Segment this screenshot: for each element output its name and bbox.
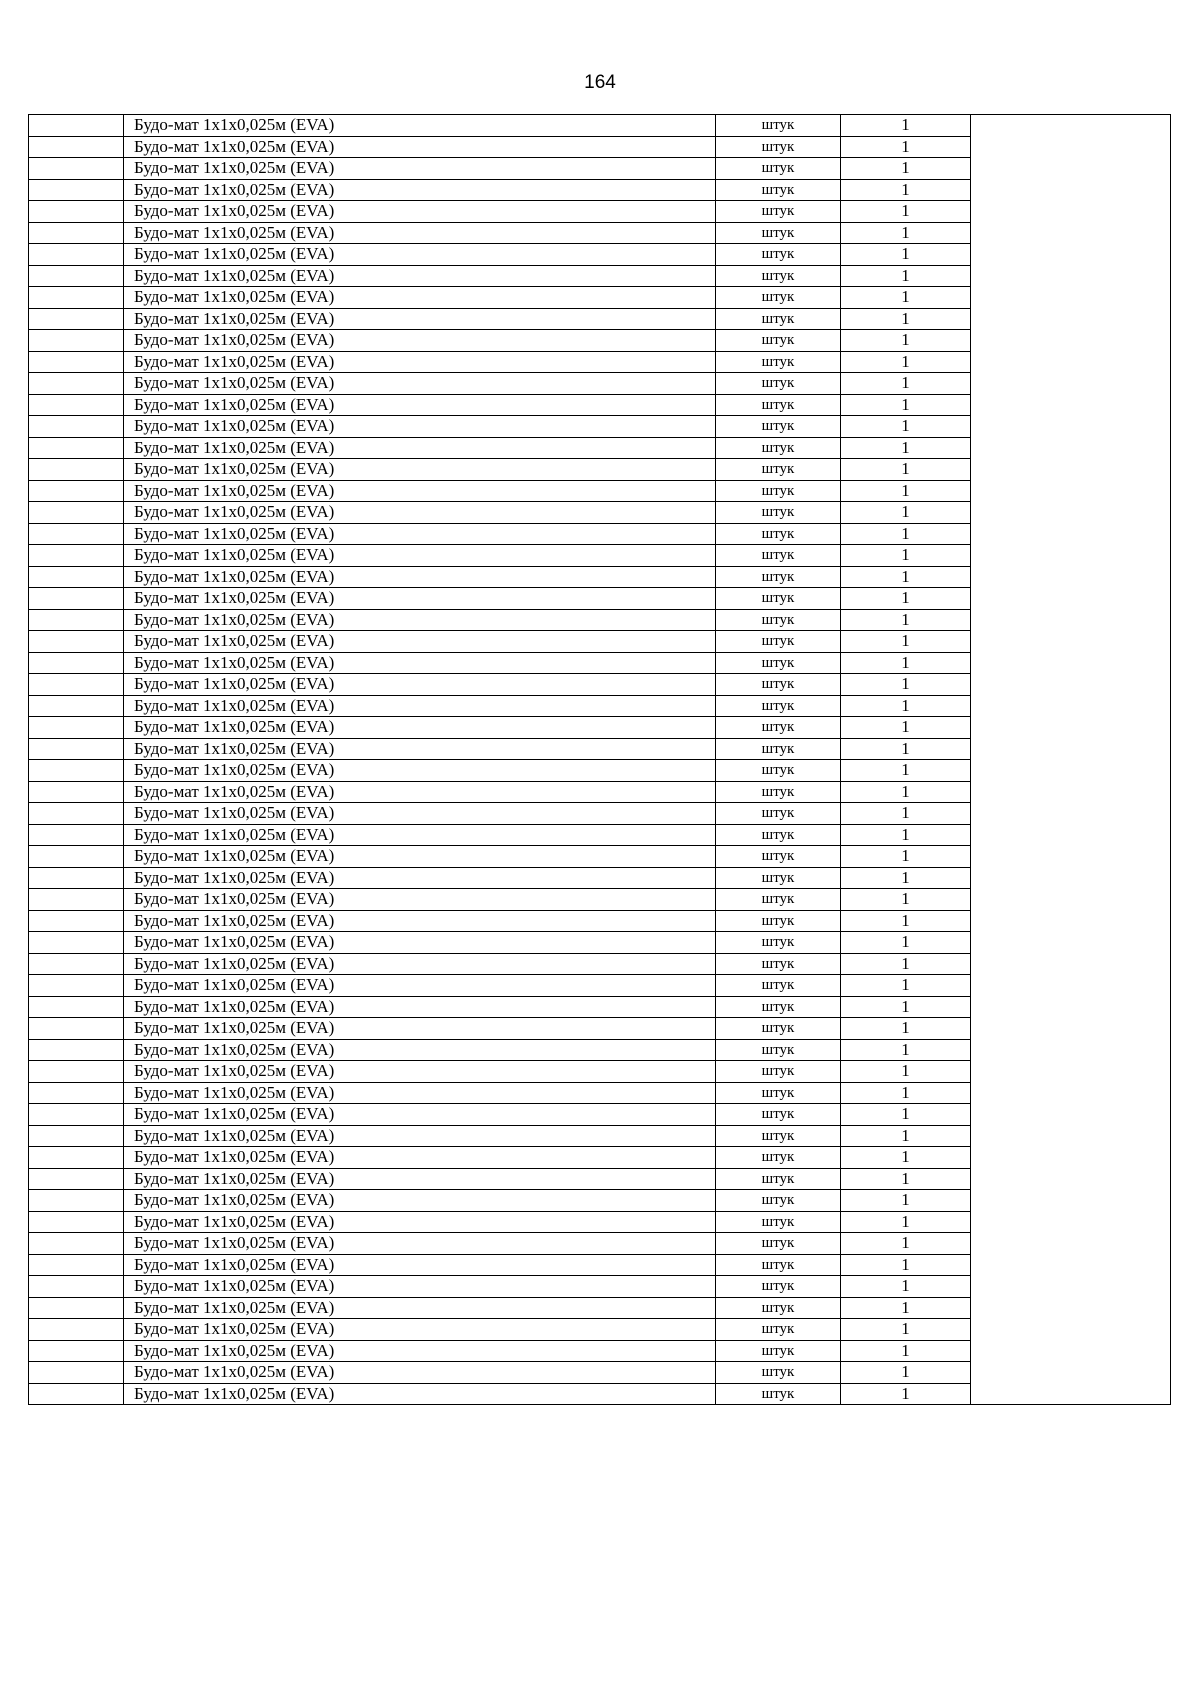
item-name-cell: Будо-мат 1х1х0,025м (EVA) [124, 1362, 716, 1384]
item-name-cell: Будо-мат 1х1х0,025м (EVA) [124, 1125, 716, 1147]
row-number-cell [29, 1125, 124, 1147]
unit-cell: штук [716, 1190, 841, 1212]
unit-cell: штук [716, 265, 841, 287]
unit-cell: штук [716, 781, 841, 803]
quantity-cell: 1 [841, 459, 971, 481]
quantity-cell: 1 [841, 373, 971, 395]
unit-cell: штук [716, 1297, 841, 1319]
row-number-cell [29, 437, 124, 459]
unit-cell: штук [716, 1125, 841, 1147]
item-name-cell: Будо-мат 1х1х0,025м (EVA) [124, 609, 716, 631]
unit-cell: штук [716, 136, 841, 158]
quantity-cell: 1 [841, 1190, 971, 1212]
quantity-cell: 1 [841, 566, 971, 588]
unit-cell: штук [716, 609, 841, 631]
quantity-cell: 1 [841, 502, 971, 524]
quantity-cell: 1 [841, 1233, 971, 1255]
item-name-cell: Будо-мат 1х1х0,025м (EVA) [124, 437, 716, 459]
row-number-cell [29, 975, 124, 997]
item-name-cell: Будо-мат 1х1х0,025м (EVA) [124, 330, 716, 352]
item-name-cell: Будо-мат 1х1х0,025м (EVA) [124, 803, 716, 825]
unit-cell: штук [716, 932, 841, 954]
row-number-cell [29, 1018, 124, 1040]
item-name-cell: Будо-мат 1х1х0,025м (EVA) [124, 480, 716, 502]
row-number-cell [29, 115, 124, 137]
items-table [28, 114, 1171, 1405]
row-number-cell [29, 222, 124, 244]
unit-cell: штук [716, 652, 841, 674]
row-number-cell [29, 179, 124, 201]
quantity-cell: 1 [841, 545, 971, 567]
unit-cell: штук [716, 674, 841, 696]
item-name-cell: Будо-мат 1х1х0,025м (EVA) [124, 1082, 716, 1104]
row-number-cell [29, 394, 124, 416]
row-number-cell [29, 953, 124, 975]
row-number-cell [29, 287, 124, 309]
item-name-cell: Будо-мат 1х1х0,025м (EVA) [124, 179, 716, 201]
quantity-cell: 1 [841, 674, 971, 696]
item-name-cell: Будо-мат 1х1х0,025м (EVA) [124, 158, 716, 180]
unit-cell: штук [716, 738, 841, 760]
quantity-cell: 1 [841, 1104, 971, 1126]
item-name-cell: Будо-мат 1х1х0,025м (EVA) [124, 910, 716, 932]
quantity-cell: 1 [841, 953, 971, 975]
item-name-cell: Будо-мат 1х1х0,025м (EVA) [124, 781, 716, 803]
quantity-cell: 1 [841, 996, 971, 1018]
row-number-cell [29, 1276, 124, 1298]
item-name-cell: Будо-мат 1х1х0,025м (EVA) [124, 674, 716, 696]
row-number-cell [29, 1362, 124, 1384]
quantity-cell: 1 [841, 1276, 971, 1298]
item-name-cell: Будо-мат 1х1х0,025м (EVA) [124, 1233, 716, 1255]
unit-cell: штук [716, 760, 841, 782]
unit-cell: штук [716, 416, 841, 438]
item-name-cell: Будо-мат 1х1х0,025м (EVA) [124, 1168, 716, 1190]
unit-cell: штук [716, 1383, 841, 1405]
row-number-cell [29, 824, 124, 846]
unit-cell: штук [716, 1018, 841, 1040]
unit-cell: штук [716, 394, 841, 416]
item-name-cell: Будо-мат 1х1х0,025м (EVA) [124, 1039, 716, 1061]
item-name-cell: Будо-мат 1х1х0,025м (EVA) [124, 1211, 716, 1233]
row-number-cell [29, 846, 124, 868]
item-name-cell: Будо-мат 1х1х0,025м (EVA) [124, 588, 716, 610]
unit-cell: штук [716, 1082, 841, 1104]
row-number-cell [29, 545, 124, 567]
item-name-cell: Будо-мат 1х1х0,025м (EVA) [124, 867, 716, 889]
row-number-cell [29, 1039, 124, 1061]
item-name-cell: Будо-мат 1х1х0,025м (EVA) [124, 201, 716, 223]
unit-cell: штук [716, 1233, 841, 1255]
item-name-cell: Будо-мат 1х1х0,025м (EVA) [124, 1340, 716, 1362]
quantity-cell: 1 [841, 265, 971, 287]
quantity-cell: 1 [841, 1082, 971, 1104]
item-name-cell: Будо-мат 1х1х0,025м (EVA) [124, 502, 716, 524]
unit-cell: штук [716, 1168, 841, 1190]
quantity-cell: 1 [841, 824, 971, 846]
row-number-cell [29, 738, 124, 760]
row-number-cell [29, 1383, 124, 1405]
quantity-cell: 1 [841, 1039, 971, 1061]
unit-cell: штук [716, 846, 841, 868]
quantity-cell: 1 [841, 480, 971, 502]
row-number-cell [29, 1297, 124, 1319]
unit-cell: штук [716, 459, 841, 481]
quantity-cell: 1 [841, 1211, 971, 1233]
unit-cell: штук [716, 437, 841, 459]
row-number-cell [29, 1319, 124, 1341]
item-name-cell: Будо-мат 1х1х0,025м (EVA) [124, 760, 716, 782]
item-name-cell: Будо-мат 1х1х0,025м (EVA) [124, 1276, 716, 1298]
item-name-cell: Будо-мат 1х1х0,025м (EVA) [124, 846, 716, 868]
item-name-cell: Будо-мат 1х1х0,025м (EVA) [124, 222, 716, 244]
item-name-cell: Будо-мат 1х1х0,025м (EVA) [124, 287, 716, 309]
item-name-cell: Будо-мат 1х1х0,025м (EVA) [124, 824, 716, 846]
row-number-cell [29, 416, 124, 438]
unit-cell: штук [716, 373, 841, 395]
quantity-cell: 1 [841, 1362, 971, 1384]
page-number: 164 [584, 72, 616, 93]
unit-cell: штук [716, 588, 841, 610]
item-name-cell: Будо-мат 1х1х0,025м (EVA) [124, 631, 716, 653]
unit-cell: штук [716, 1211, 841, 1233]
item-name-cell: Будо-мат 1х1х0,025м (EVA) [124, 1319, 716, 1341]
quantity-cell: 1 [841, 932, 971, 954]
unit-cell: штук [716, 695, 841, 717]
item-name-cell: Будо-мат 1х1х0,025м (EVA) [124, 265, 716, 287]
item-name-cell: Будо-мат 1х1х0,025м (EVA) [124, 975, 716, 997]
item-name-cell: Будо-мат 1х1х0,025м (EVA) [124, 738, 716, 760]
row-number-cell [29, 480, 124, 502]
quantity-cell: 1 [841, 652, 971, 674]
row-number-cell [29, 1104, 124, 1126]
unit-cell: штук [716, 201, 841, 223]
row-number-cell [29, 308, 124, 330]
item-name-cell: Будо-мат 1х1х0,025м (EVA) [124, 695, 716, 717]
quantity-cell: 1 [841, 760, 971, 782]
quantity-cell: 1 [841, 244, 971, 266]
item-name-cell: Будо-мат 1х1х0,025м (EVA) [124, 459, 716, 481]
quantity-cell: 1 [841, 781, 971, 803]
row-number-cell [29, 1147, 124, 1169]
item-name-cell: Будо-мат 1х1х0,025м (EVA) [124, 244, 716, 266]
row-number-cell [29, 674, 124, 696]
item-name-cell: Будо-мат 1х1х0,025м (EVA) [124, 953, 716, 975]
quantity-cell: 1 [841, 416, 971, 438]
unit-cell: штук [716, 975, 841, 997]
quantity-cell: 1 [841, 588, 971, 610]
quantity-cell: 1 [841, 803, 971, 825]
item-name-cell: Будо-мат 1х1х0,025м (EVA) [124, 1254, 716, 1276]
row-number-cell [29, 803, 124, 825]
row-number-cell [29, 244, 124, 266]
unit-cell: штук [716, 717, 841, 739]
unit-cell: штук [716, 502, 841, 524]
item-name-cell: Будо-мат 1х1х0,025м (EVA) [124, 566, 716, 588]
unit-cell: штук [716, 244, 841, 266]
unit-cell: штук [716, 158, 841, 180]
row-number-cell [29, 158, 124, 180]
unit-cell: штук [716, 1362, 841, 1384]
quantity-cell: 1 [841, 1383, 971, 1405]
unit-cell: штук [716, 351, 841, 373]
row-number-cell [29, 889, 124, 911]
quantity-cell: 1 [841, 867, 971, 889]
quantity-cell: 1 [841, 1018, 971, 1040]
unit-cell: штук [716, 1104, 841, 1126]
unit-cell: штук [716, 222, 841, 244]
item-name-cell: Будо-мат 1х1х0,025м (EVA) [124, 652, 716, 674]
row-number-cell [29, 631, 124, 653]
item-name-cell: Будо-мат 1х1х0,025м (EVA) [124, 717, 716, 739]
row-number-cell [29, 1340, 124, 1362]
quantity-cell: 1 [841, 115, 971, 137]
quantity-cell: 1 [841, 201, 971, 223]
unit-cell: штук [716, 889, 841, 911]
unit-cell: штук [716, 1039, 841, 1061]
quantity-cell: 1 [841, 1147, 971, 1169]
unit-cell: штук [716, 953, 841, 975]
quantity-cell: 1 [841, 1061, 971, 1083]
item-name-cell: Будо-мат 1х1х0,025м (EVA) [124, 308, 716, 330]
unit-cell: штук [716, 1319, 841, 1341]
quantity-cell: 1 [841, 975, 971, 997]
unit-cell: штук [716, 996, 841, 1018]
quantity-cell: 1 [841, 308, 971, 330]
row-number-cell [29, 523, 124, 545]
row-number-cell [29, 136, 124, 158]
unit-cell: штук [716, 545, 841, 567]
quantity-cell: 1 [841, 394, 971, 416]
row-number-cell [29, 695, 124, 717]
item-name-cell: Будо-мат 1х1х0,025м (EVA) [124, 1061, 716, 1083]
item-name-cell: Будо-мат 1х1х0,025м (EVA) [124, 1297, 716, 1319]
quantity-cell: 1 [841, 222, 971, 244]
unit-cell: штук [716, 115, 841, 137]
item-name-cell: Будо-мат 1х1х0,025м (EVA) [124, 889, 716, 911]
row-number-cell [29, 932, 124, 954]
row-number-cell [29, 459, 124, 481]
item-name-cell: Будо-мат 1х1х0,025м (EVA) [124, 1147, 716, 1169]
item-name-cell: Будо-мат 1х1х0,025м (EVA) [124, 351, 716, 373]
row-number-cell [29, 760, 124, 782]
unit-cell: штук [716, 910, 841, 932]
quantity-cell: 1 [841, 1340, 971, 1362]
row-number-cell [29, 1168, 124, 1190]
unit-cell: штук [716, 523, 841, 545]
row-number-cell [29, 996, 124, 1018]
unit-cell: штук [716, 566, 841, 588]
row-number-cell [29, 781, 124, 803]
unit-cell: штук [716, 631, 841, 653]
unit-cell: штук [716, 1340, 841, 1362]
unit-cell: штук [716, 1254, 841, 1276]
item-name-cell: Будо-мат 1х1х0,025м (EVA) [124, 416, 716, 438]
quantity-cell: 1 [841, 158, 971, 180]
row-number-cell [29, 351, 124, 373]
quantity-cell: 1 [841, 717, 971, 739]
unit-cell: штук [716, 480, 841, 502]
quantity-cell: 1 [841, 846, 971, 868]
quantity-cell: 1 [841, 738, 971, 760]
quantity-cell: 1 [841, 523, 971, 545]
item-name-cell: Будо-мат 1х1х0,025м (EVA) [124, 373, 716, 395]
row-number-cell [29, 1233, 124, 1255]
quantity-cell: 1 [841, 1297, 971, 1319]
quantity-cell: 1 [841, 910, 971, 932]
row-number-cell [29, 867, 124, 889]
quantity-cell: 1 [841, 351, 971, 373]
row-number-cell [29, 201, 124, 223]
item-name-cell: Будо-мат 1х1х0,025м (EVA) [124, 932, 716, 954]
row-number-cell [29, 502, 124, 524]
quantity-cell: 1 [841, 1254, 971, 1276]
quantity-cell: 1 [841, 609, 971, 631]
unit-cell: штук [716, 308, 841, 330]
unit-cell: штук [716, 1276, 841, 1298]
quantity-cell: 1 [841, 287, 971, 309]
item-name-cell: Будо-мат 1х1х0,025м (EVA) [124, 1383, 716, 1405]
row-number-cell [29, 609, 124, 631]
item-name-cell: Будо-мат 1х1х0,025м (EVA) [124, 545, 716, 567]
item-name-cell: Будо-мат 1х1х0,025м (EVA) [124, 1018, 716, 1040]
quantity-cell: 1 [841, 179, 971, 201]
row-number-cell [29, 265, 124, 287]
unit-cell: штук [716, 1061, 841, 1083]
item-name-cell: Будо-мат 1х1х0,025м (EVA) [124, 996, 716, 1018]
row-number-cell [29, 717, 124, 739]
row-number-cell [29, 910, 124, 932]
row-number-cell [29, 373, 124, 395]
row-number-cell [29, 330, 124, 352]
unit-cell: штук [716, 287, 841, 309]
unit-cell: штук [716, 330, 841, 352]
unit-cell: штук [716, 179, 841, 201]
quantity-cell: 1 [841, 330, 971, 352]
unit-cell: штук [716, 1147, 841, 1169]
row-number-cell [29, 1211, 124, 1233]
row-number-cell [29, 1061, 124, 1083]
row-number-cell [29, 1254, 124, 1276]
row-number-cell [29, 1082, 124, 1104]
item-name-cell: Будо-мат 1х1х0,025м (EVA) [124, 136, 716, 158]
item-name-cell: Будо-мат 1х1х0,025м (EVA) [124, 394, 716, 416]
quantity-cell: 1 [841, 437, 971, 459]
quantity-cell: 1 [841, 631, 971, 653]
item-name-cell: Будо-мат 1х1х0,025м (EVA) [124, 1190, 716, 1212]
quantity-cell: 1 [841, 1319, 971, 1341]
unit-cell: штук [716, 867, 841, 889]
table-row [29, 115, 1171, 137]
unit-cell: штук [716, 803, 841, 825]
item-name-cell: Будо-мат 1х1х0,025м (EVA) [124, 523, 716, 545]
table-body [29, 115, 1171, 1405]
row-number-cell [29, 566, 124, 588]
row-number-cell [29, 588, 124, 610]
quantity-cell: 1 [841, 889, 971, 911]
quantity-cell: 1 [841, 136, 971, 158]
quantity-cell: 1 [841, 1125, 971, 1147]
unit-cell: штук [716, 824, 841, 846]
quantity-cell: 1 [841, 1168, 971, 1190]
row-number-cell [29, 1190, 124, 1212]
item-name-cell: Будо-мат 1х1х0,025м (EVA) [124, 1104, 716, 1126]
row-number-cell [29, 652, 124, 674]
quantity-cell: 1 [841, 695, 971, 717]
item-name-cell: Будо-мат 1х1х0,025м (EVA) [124, 115, 716, 137]
note-cell [971, 115, 1171, 1405]
